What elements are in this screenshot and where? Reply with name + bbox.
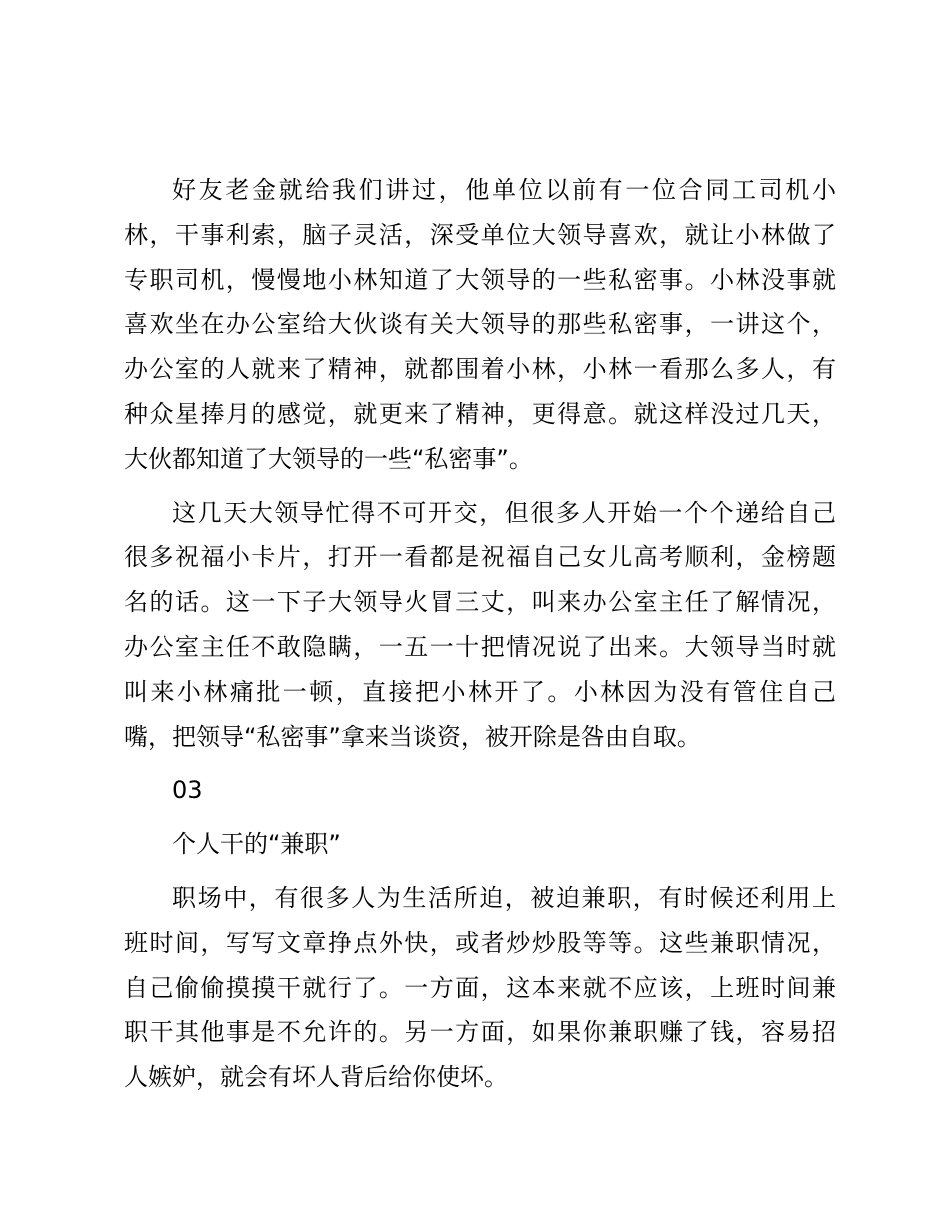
- text-line: 种众星捧月的感觉，就更来了精神，更得意。就这样没过几天，: [124, 399, 836, 428]
- text-line: 办公室的人就来了精神，就都围着小林，小林一看那么多人，有: [124, 355, 836, 384]
- text-line: 嘴，把领导“私密事”拿来当谈资，被开除是咎由自取。: [124, 722, 701, 751]
- text-line: 职干其他事是不允许的。另一方面，如果你兼职赚了钱，容易招: [124, 1018, 836, 1047]
- text-line: 大伙都知道了大领导的一些“私密事”。: [124, 444, 533, 473]
- text-line: 名的话。这一下子大领导火冒三丈，叫来办公室主任了解情况，: [124, 588, 836, 617]
- text-line: 叫来小林痛批一顿，直接把小林开了。小林因为没有管住自己: [124, 677, 836, 706]
- text-line: 喜欢坐在办公室给大伙谈有关大领导的那些私密事，一讲这个，: [124, 310, 836, 339]
- text-line: 办公室主任不敢隐瞒，一五一十把情况说了出来。大领导当时就: [124, 632, 836, 661]
- paragraph-leader-cards: [124, 491, 836, 760]
- text-line: 林，干事利索，脑子灵活，深受单位大领导喜欢，就让小林做了: [124, 220, 836, 249]
- section-number: 03: [172, 776, 203, 805]
- text-line: 自己偷偷摸摸干就行了。一方面，这本来就不应该，上班时间兼: [124, 973, 836, 1002]
- text-line: 专职司机，慢慢地小林知道了大领导的一些私密事。小林没事就: [124, 265, 836, 294]
- text-line: 这几天大领导忙得不可开交，但很多人开始一个个递给自己: [172, 498, 836, 527]
- paragraph-story-xiaolin: [124, 168, 836, 482]
- paragraph-side-job: [124, 876, 836, 1100]
- text-line: 班时间，写写文章挣点外快，或者炒炒股等等。这些兼职情况，: [124, 928, 836, 957]
- text-line: 很多祝福小卡片，打开一看都是祝福自己女儿高考顺利，金榜题: [124, 543, 836, 572]
- section-title: 个人干的“兼职”: [172, 830, 341, 859]
- text-line: 职场中，有很多人为生活所迫，被迫兼职，有时候还利用上: [172, 883, 836, 912]
- text-line: 人嫉妒，就会有坏人背后给你使坏。: [124, 1063, 508, 1092]
- document-body: [124, 168, 836, 1100]
- text-line: 好友老金就给我们讲过，他单位以前有一位合同工司机小: [172, 176, 836, 204]
